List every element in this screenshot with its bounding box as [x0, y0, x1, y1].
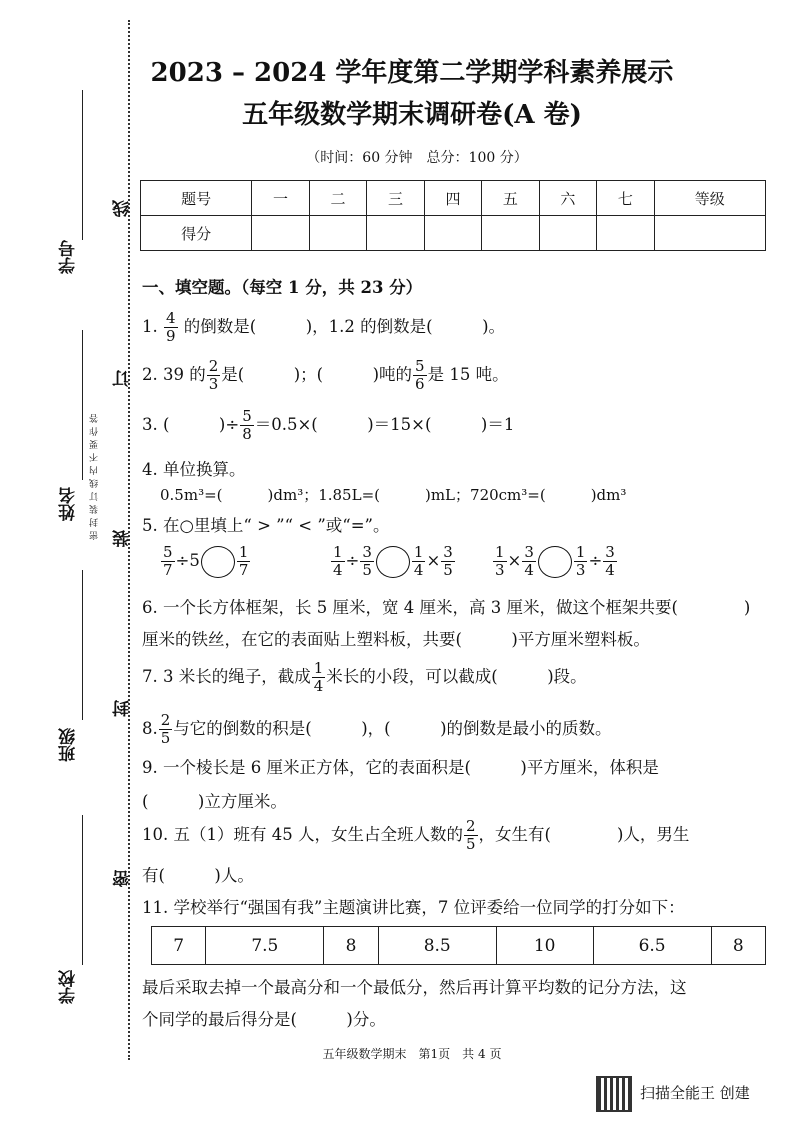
fraction: $\frac{1}{7}$: [238, 543, 249, 579]
fraction: $\frac{2}{5}$: [160, 711, 171, 747]
fraction: $\frac{3}{5}$: [362, 543, 372, 579]
question-9-line2: ( )立方厘米。: [142, 792, 287, 811]
xingming-write-line: [82, 330, 83, 480]
seal-char-ding: 订: [113, 370, 133, 387]
seal-char-mi: 密: [113, 870, 133, 887]
score-cell: 三: [367, 181, 424, 216]
xuexiao-label: 学校: [59, 970, 79, 1004]
score-cell: 六: [539, 181, 596, 216]
fraction: $\frac{1}{4}$: [333, 543, 343, 579]
score-cell: 七: [597, 181, 654, 216]
xuexiao-write-line: [82, 815, 83, 965]
q-text: 的倒数是( )，1.2 的倒数是( )。: [178, 317, 506, 336]
fraction: $\frac{2}{3}$: [208, 357, 219, 393]
question-1: [142, 310, 505, 345]
question-11-line2: 最后采取去掉一个最高分和一个最低分，然后再计算平均数的记分方法，这: [142, 978, 687, 997]
fraction: $\frac{5}{6}$: [415, 357, 425, 393]
page-footer: 五年级数学期末 第1页 共 4 页: [322, 1047, 502, 1061]
fraction: $\frac{3}{5}$: [443, 543, 453, 579]
fraction: $\frac{1}{4}$: [413, 543, 424, 579]
compare-3: $\frac{1}{3}$ × $\frac{3}{4}$ $\frac{1}{3}$ ÷ $\frac{3}{4}$: [495, 543, 615, 579]
score-cell: 等级: [654, 181, 765, 216]
q-number: 1.: [142, 317, 158, 336]
compare-circle[interactable]: [538, 546, 572, 578]
question-6-line2: 厘米的铁丝，在它的表面贴上塑料板，共要( )平方厘米塑料板。: [142, 630, 650, 649]
xuehao-label: 学号: [59, 240, 79, 274]
score-cell: 一: [252, 181, 309, 216]
fraction: $\frac{1}{3}$: [575, 543, 586, 579]
time-info: （时间：60 分钟 总分：100 分）: [306, 150, 528, 166]
fraction: $\frac{3}{4}$: [524, 543, 534, 579]
q-text: 是( )；( )吨的: [221, 365, 413, 384]
score-header-row: [141, 181, 766, 216]
question-3: [142, 408, 514, 443]
q-text: 3. ( )÷: [142, 415, 240, 434]
score-cell: 五: [482, 181, 539, 216]
judge-score: 7: [152, 927, 206, 965]
score-table: [140, 180, 766, 251]
question-2: [142, 358, 509, 393]
compare-circle[interactable]: [201, 546, 235, 578]
question-11-line1: 11. 学校举行“强国有我”主题演讲比赛，7 位评委给一位同学的打分如下：: [142, 898, 685, 917]
q-text: 是 15 吨。: [427, 365, 509, 384]
score-cell: 二: [309, 181, 366, 216]
xingming-label: 姓名: [59, 487, 79, 521]
question-5-title: 5. 在○里填上“ > ”“ < ”或“=”。: [142, 516, 390, 535]
scanner-watermark: 扫描全能王 创建: [640, 1084, 750, 1102]
question-10-line2: 有( )人。: [142, 866, 254, 885]
fraction: $\frac{2}{5}$: [465, 817, 476, 853]
exam-subtitle: 五年级数学期末调研卷(A 卷): [242, 100, 582, 130]
judge-score: 8.5: [378, 927, 496, 965]
compare-2: $\frac{1}{4}$ ÷ $\frac{3}{5}$ $\frac{1}{4}$ × $\frac{3}{5}$: [333, 543, 453, 579]
compare-circle[interactable]: [376, 546, 410, 578]
score-blank[interactable]: [252, 216, 309, 251]
compare-1: $\frac{5}{7}$ ÷5 $\frac{1}{7}$: [163, 543, 249, 579]
q-text: 2. 39 的: [142, 365, 206, 384]
judge-score-table: [151, 926, 766, 965]
judge-score: 8: [711, 927, 765, 965]
banji-write-line: [82, 570, 83, 720]
qr-code-icon: [596, 1076, 632, 1112]
judge-score: 8: [324, 927, 378, 965]
score-blank[interactable]: [424, 216, 481, 251]
exam-title: 2023 – 2024 学年度第二学期学科素养展示: [150, 58, 674, 88]
seal-char-zhuang: 装: [113, 530, 133, 547]
score-cell: 四: [424, 181, 481, 216]
q-text: ＝0.5×( )＝15×( )＝1: [254, 415, 515, 434]
question-4-title: 4. 单位换算。: [142, 460, 246, 479]
seal-char-xian: 线: [113, 200, 133, 217]
score-blank[interactable]: [482, 216, 539, 251]
seal-char-feng: 封: [113, 700, 133, 717]
banji-label: 班级: [59, 728, 79, 762]
fraction: $\frac{3}{4}$: [605, 543, 615, 579]
question-10-line1: 10. 五（1）班有 45 人，女生占全班人数的 $\frac{2}{5}$ ，女生有( )人，男生: [142, 817, 690, 853]
score-row-label: 得分: [141, 216, 252, 251]
score-cell: 题号: [141, 181, 252, 216]
judge-score: 10: [496, 927, 593, 965]
question-6-line1: 6. 一个长方体框架，长 5 厘米，宽 4 厘米，高 3 厘米，做这个框架共要( ): [142, 598, 751, 617]
score-blank[interactable]: [539, 216, 596, 251]
score-blank[interactable]: [597, 216, 654, 251]
score-blank[interactable]: [654, 216, 765, 251]
score-blank[interactable]: [367, 216, 424, 251]
fraction: $\frac{5}{7}$: [163, 543, 173, 579]
seal-notice: 密封装订线内不要作答: [90, 410, 100, 540]
fraction: $\frac{1}{3}$: [495, 543, 505, 579]
fraction: $\frac{1}{4}$: [313, 659, 324, 695]
question-4-body: 0.5m³=( )dm³；1.85L=( )mL；720cm³=( )dm³: [160, 486, 627, 504]
fraction: $\frac{5}{8}$: [242, 407, 252, 443]
fraction: $\frac{4}{9}$: [166, 309, 176, 345]
score-value-row: [141, 216, 766, 251]
question-7: 7. 3 米长的绳子，截成 $\frac{1}{4}$ 米长的小段，可以截成( )段。: [142, 659, 587, 695]
judge-score: 7.5: [206, 927, 324, 965]
question-11-line3: 个同学的最后得分是( )分。: [142, 1010, 386, 1029]
judge-score: 6.5: [593, 927, 711, 965]
section-heading: 一、填空题。（每空 1 分，共 23 分）: [142, 278, 423, 297]
question-8: 8. $\frac{2}{5}$ 与它的倒数的积是( )，( )的倒数是最小的质数。: [142, 711, 612, 747]
score-blank[interactable]: [309, 216, 366, 251]
question-9-line1: 9. 一个棱长是 6 厘米正方体，它的表面积是( )平方厘米，体积是: [142, 758, 659, 777]
